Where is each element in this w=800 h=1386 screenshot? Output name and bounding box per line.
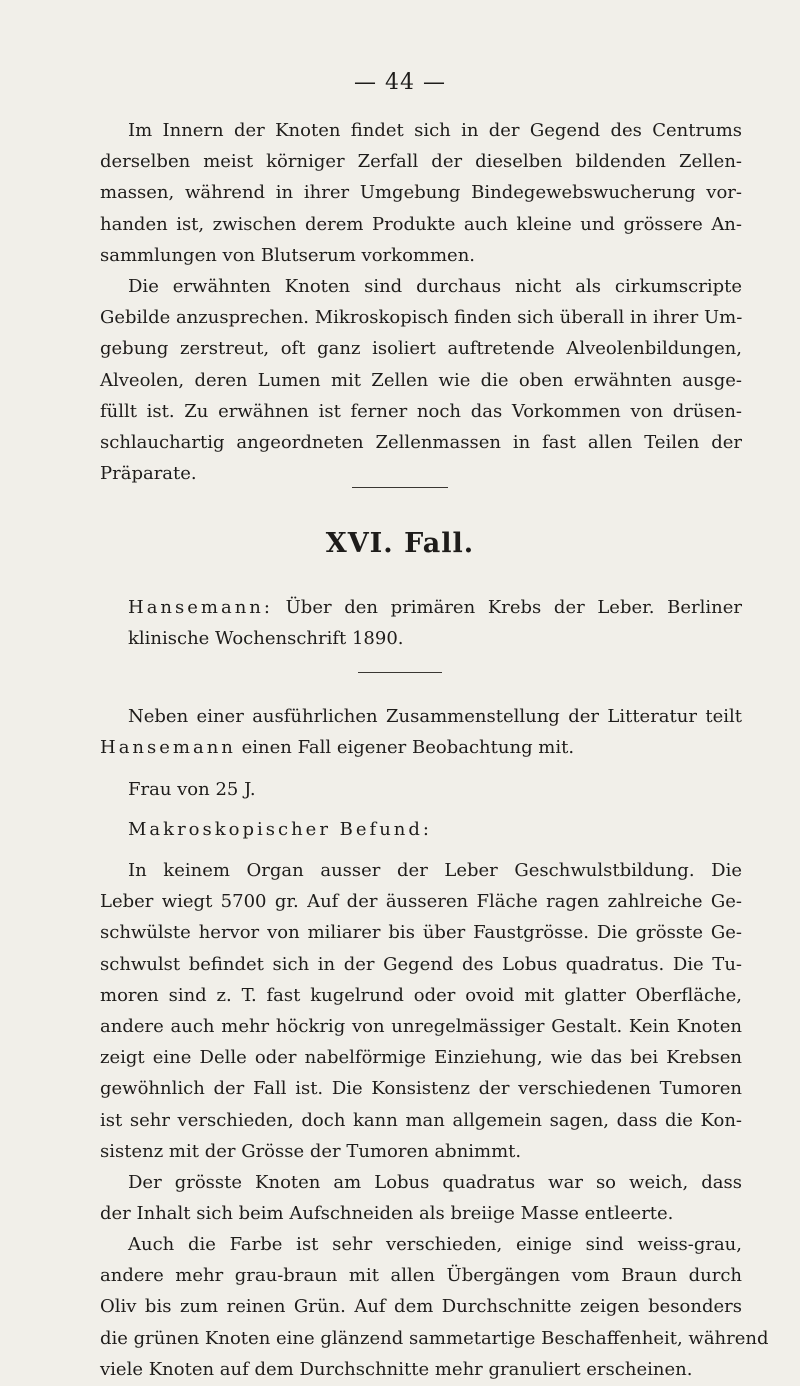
text-line: andere auch mehr höckrig von unregelmässiger Gestalt. Kein Knoten xyxy=(100,1015,742,1037)
text-line: gewöhnlich der Fall ist. Die Konsistenz der verschiedenen Tumoren xyxy=(100,1078,742,1100)
text-line: sistenz mit der Grösse der Tumoren abnimmt. xyxy=(100,1140,522,1162)
intro xyxy=(100,701,742,763)
text-line: Präparate. xyxy=(100,463,197,485)
text-line: moren sind z. T. fast kugelrund oder ovoid mit glatter Oberfläche, xyxy=(100,984,742,1006)
text-line: Der grösste Knoten am Lobus quadratus war so weich, dass xyxy=(128,1172,742,1193)
text-line: ist sehr verschieden, doch kann man allgemein sagen, dass die Kon- xyxy=(100,1109,742,1131)
reference-line xyxy=(100,592,742,623)
paragraph-3 xyxy=(100,855,742,1167)
paragraph-2 xyxy=(100,271,742,489)
findings-heading-block xyxy=(100,814,742,845)
text-line: massen, während in ihrer Umgebung Bindegewebswucherung vor- xyxy=(100,182,742,204)
reference xyxy=(100,592,742,654)
paragraph-4 xyxy=(100,1167,742,1229)
patient-line xyxy=(100,774,742,805)
text-line: Neben einer ausführlichen Zusammenstellung der Litteratur teilt xyxy=(128,706,742,727)
text-line: schwülste hervor von miliarer bis über Faustgrösse. Die grösste Ge- xyxy=(100,922,742,944)
text-line: viele Knoten auf dem Durchschnitte mehr granuliert erscheinen. xyxy=(100,1358,693,1380)
text-line: sammlungen von Blutserum vorkommen. xyxy=(100,244,476,266)
text-line: andere mehr grau-braun mit allen Übergängen vom Braun durch xyxy=(100,1265,742,1287)
text-line: der Inhalt sich beim Aufschneiden als breiige Masse entleerte. xyxy=(100,1203,674,1225)
divider-rule xyxy=(358,672,442,673)
text-line: die grünen Knoten eine glänzend sammetartige Beschaffenheit, während xyxy=(100,1327,769,1349)
text-line: derselben meist körniger Zerfall der dieselben bildenden Zellen- xyxy=(100,151,742,173)
text-line: zeigt eine Delle oder nabelförmige Einziehung, wie das bei Krebsen xyxy=(100,1047,742,1069)
text-line: Gebilde anzusprechen. Mikroskopisch finden sich überall in ihrer Um- xyxy=(100,307,743,329)
text-line: klinische Wochenschrift 1890. xyxy=(128,628,404,650)
text-line: handen ist, zwischen derem Produkte auch kleine und grössere An- xyxy=(100,213,742,235)
text-line: In keinem Organ ausser der Leber Geschwulstbildung. Die xyxy=(128,860,742,881)
paragraph-1 xyxy=(100,115,742,271)
page-number: — 44 — xyxy=(354,70,446,95)
reference-title: Über den primären Krebs der Leber. Berliner xyxy=(285,597,742,618)
text-line: Im Innern der Knoten findet sich in der Gegend des Centrums xyxy=(128,120,742,141)
text-line: schwulst befindet sich in der Gegend des Lobus quadratus. Die Tu- xyxy=(100,953,742,975)
intro-author: Hansemann xyxy=(100,737,236,759)
findings-heading: Makroskopischer Befund: xyxy=(128,819,432,840)
text-line: Die erwähnten Knoten sind durchaus nicht als cirkumscripte xyxy=(128,276,742,297)
intro-text: einen Fall eigener Beobachtung mit. xyxy=(241,737,575,759)
text-line: Alveolen, deren Lumen mit Zellen wie die oben erwähnten ausge- xyxy=(100,369,742,391)
reference-author: Hansemann: xyxy=(128,597,273,618)
text-line: schlauchartig angeordneten Zellenmassen in fast allen Teilen der xyxy=(100,431,742,453)
section-heading: XVI. Fall. xyxy=(325,528,475,559)
paragraph-5 xyxy=(100,1229,769,1385)
text-line: füllt ist. Zu erwähnen ist ferner noch das Vorkommen von drüsen- xyxy=(100,400,742,422)
divider-rule xyxy=(352,487,448,488)
patient-text: Frau von 25 J. xyxy=(128,779,256,800)
intro-line xyxy=(100,732,742,763)
text-line: gebung zerstreut, oft ganz isoliert auftretende Alveolenbildungen, xyxy=(100,338,742,360)
text-line: Leber wiegt 5700 gr. Auf der äusseren Fläche ragen zahlreiche Ge- xyxy=(100,891,742,913)
text-line: Oliv bis zum reinen Grün. Auf dem Durchschnitte zeigen besonders xyxy=(100,1296,742,1318)
text-line: Auch die Farbe ist sehr verschieden, einige sind weiss-grau, xyxy=(128,1234,742,1255)
